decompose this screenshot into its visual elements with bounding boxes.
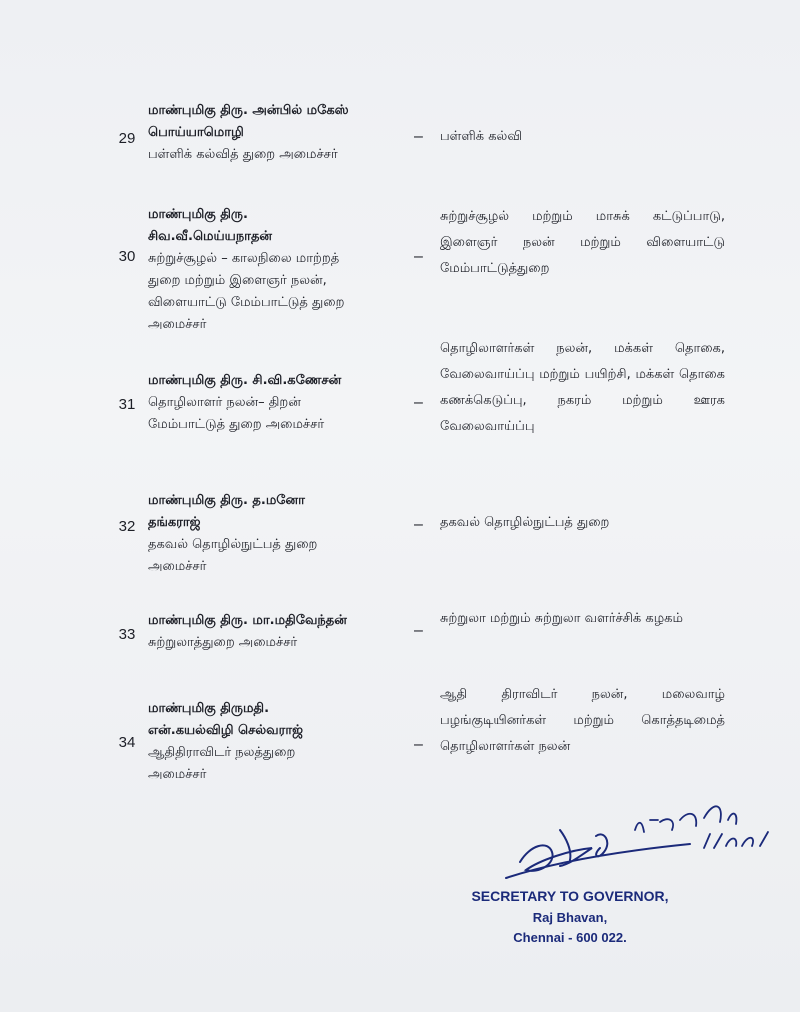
role-line: தொழிலாளர் நலன்– திறன் [148,395,301,410]
role-line: பள்ளிக் கல்வித் துறை அமைச்சர் [148,147,338,162]
name-line: மாண்புமிகு திருமதி. [148,701,270,716]
role-line: துறை மற்றும் இளைஞர் நலன், [148,273,327,288]
name-line: சிவ.வீ.மெய்யநாதன் [148,229,273,244]
role-line: அமைச்சர் [148,767,207,782]
name-line: என்.கயல்விழி செல்வராஜ் [148,723,303,738]
entry-number: 34 [118,734,136,751]
name-line: பொய்யாமொழி [148,125,244,140]
name-line: மாண்புமிகு திரு. [148,207,248,222]
minister-name [148,490,408,578]
signatory-designation: SECRETARY TO GOVERNOR, [471,888,669,904]
minister-name [148,698,408,786]
handwritten-signature [500,790,790,890]
minister-name [148,370,408,436]
signatory-city: Chennai - 600 022. [513,930,627,945]
minister-name [148,100,408,166]
name-line: தங்கராஜ் [148,515,201,530]
role-line: சுற்றுச்சூழல் – காலநிலை மாற்றத் [148,251,340,266]
minister-name [148,204,408,336]
separator-dash: – [414,622,423,639]
minister-name [148,610,408,654]
role-line: சுற்றுலாத்துறை அமைச்சர் [148,635,298,650]
role-line: மேம்பாட்டுத் துறை அமைச்சர் [148,417,325,432]
separator-dash: – [414,248,423,265]
department: தகவல் தொழில்நுட்பத் துறை [440,515,610,530]
entry-number: 33 [118,626,136,643]
department: ஆதி திராவிடர் நலன், மலைவாழ் பழங்குடியினர்கள் மற்றும் கொத்தடிமைத் தொழிலாளர்கள் நலன் [440,687,725,754]
name-line: மாண்புமிகு திரு. அன்பில் மகேஸ் [148,103,349,118]
department: சுற்றுச்சூழல் மற்றும் மாசுக் கட்டுப்பாடு, இளைஞர் நலன் மற்றும் விளையாட்டு மேம்பாட்டுத்துறை [440,209,725,276]
role-line: விளையாட்டு மேம்பாட்டுத் துறை [148,295,345,310]
entry-number: 32 [118,518,136,535]
department: தொழிலாளர்கள் நலன், மக்கள் தொகை, வேலைவாய்ப்பு மற்றும் பயிற்சி, மக்கள் தொகை கணக்கெடுப்பு, நகரம் மற்றும் ஊரக வேலைவாய்ப்பு [440,341,725,434]
name-line: மாண்புமிகு திரு. மா.மதிவேந்தன் [148,613,347,628]
separator-dash: – [414,394,423,411]
role-line: அமைச்சர் [148,317,207,332]
signatory-office: Raj Bhavan, [532,910,608,925]
entry-number: 29 [118,130,136,147]
entry-number: 30 [118,248,136,265]
name-line: மாண்புமிகு திரு. த.மனோ [148,493,305,508]
department: சுற்றுலா மற்றும் சுற்றுலா வளர்ச்சிக் கழகம் [440,611,683,626]
separator-dash: – [414,516,423,533]
role-line: தகவல் தொழில்நுட்பத் துறை [148,537,318,552]
separator-dash: – [414,128,423,145]
department: பள்ளிக் கல்வி [440,129,523,144]
name-line: மாண்புமிகு திரு. சி.வி.கணேசன் [148,373,342,388]
entry-number: 31 [118,396,136,413]
separator-dash: – [414,736,423,753]
role-line: ஆதிதிராவிடர் நலத்துறை [148,745,296,760]
role-line: அமைச்சர் [148,559,207,574]
